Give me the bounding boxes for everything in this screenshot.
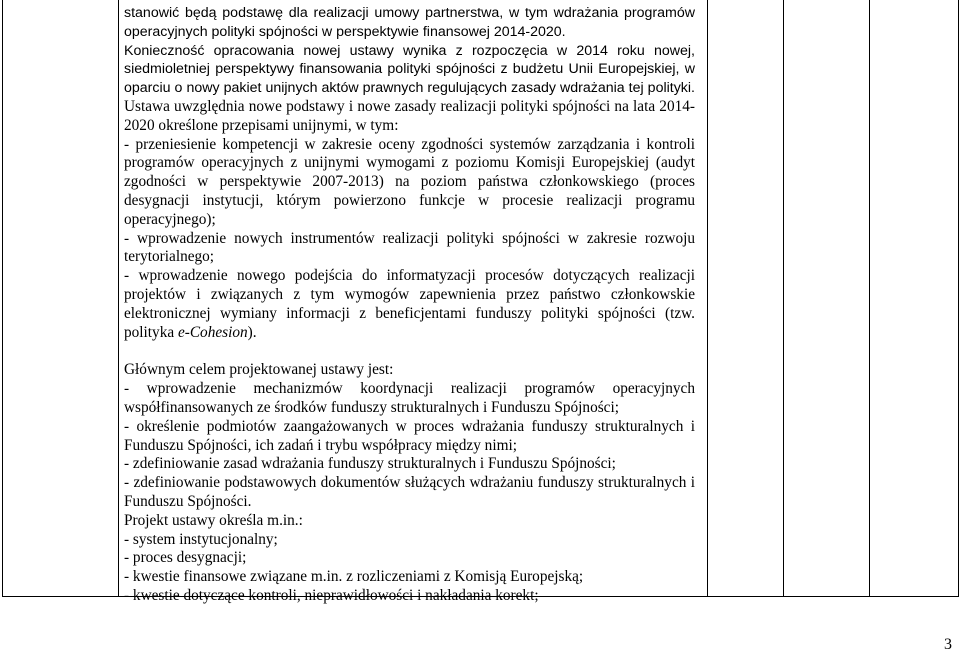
intro-paragraph-2 — [124, 42, 695, 136]
intro-text-2: Konieczność opracowania nowej ustawy wynika z rozpoczęcia w 2014 roku nowej, siedmioletniej perspektywy finansowania polityki spójności z budżetu Unii Europejskiej, w oparciu o nowy pakiet unijnych aktów prawnych regulujących zasady wdrażania tej polityki. — [124, 42, 695, 97]
list-item-end: ). — [247, 323, 257, 341]
list-item: - wprowadzenie nowych instrumentów realizacji polityki spójności w zakresie rozwoju terytorialnego; — [124, 229, 695, 266]
intro-paragraph-1: stanowić będą podstawę dla realizacji umowy partnerstwa, w tym wdrażania programów operacyjnych polityki spójności w perspektywie finansowej 2014-2020. — [124, 5, 695, 40]
list-item — [124, 267, 695, 342]
goal-item: - wprowadzenie mechanizmów koordynacji realizacji programów operacyjnych współfinansowanych ze środków funduszy strukturalnych i Funduszu Spójności; — [124, 380, 695, 416]
goal-item: - zdefiniowanie podstawowych dokumentów służących wdrażaniu funduszy strukturalnych i Funduszu Spójności. — [124, 474, 695, 510]
list-item: - przeniesienie kompetencji w zakresie oceny zgodności systemów zarządzania i kontroli programów operacyjnych z unijnymi wymogami z poziomu Komisji Europejskiej (audyt zgodności w perspektywie 2007-2013) na poziom państwa członkowskiego (proces desygnacji instytucji, którym powierzono funkcje w procesie realizacji programu operacyjnego); — [124, 135, 695, 228]
page-number: 3 — [944, 636, 952, 653]
goal-heading: Głównym celem projektowanej ustawy jest: — [124, 361, 394, 379]
scope-item: - proces desygnacji; — [124, 549, 247, 567]
spacer — [124, 342, 695, 361]
scope-item: - kwestie finansowe związane m.in. z rozliczeniami z Komisją Europejską; — [124, 568, 584, 586]
scope-item: - system instytucjonalny; — [124, 530, 278, 548]
justification-cell — [124, 4, 695, 606]
intro-text-3: Ustawa uwzględnia nowe podstawy i nowe zasady realizacji polityki spójności na lata 2014-2020 określone przepisami unijnymi, w tym: — [124, 97, 695, 134]
scope-item: - kwestie dotyczące kontroli, nieprawidłowości i nakładania korekt; — [124, 586, 539, 604]
column-divider — [958, 0, 959, 596]
column-divider — [118, 0, 119, 596]
column-divider — [869, 0, 870, 596]
goal-item: - określenie podmiotów zaangażowanych w proces wdrażania funduszy strukturalnych i Funduszu Spójności, ich zadań i trybu współpracy między nimi; — [124, 417, 695, 454]
scope-heading: Projekt ustawy określa m.in.: — [124, 511, 303, 529]
column-divider — [783, 0, 784, 596]
goal-item: - zdefiniowanie zasad wdrażania funduszy strukturalnych i Funduszu Spójności; — [124, 455, 616, 473]
e-cohesion-term: e-Cohesion — [177, 323, 248, 341]
list-item-text: - wprowadzenie nowego podejścia do informatyzacji procesów dotyczących realizacji projektów i związanych z tym wymogów zapewnienia przez państwo członkowskie elektronicznej wymiany informacji z beneficjentami funduszy polityki spójności (tzw. polityka — [124, 267, 695, 341]
column-divider — [707, 0, 708, 596]
